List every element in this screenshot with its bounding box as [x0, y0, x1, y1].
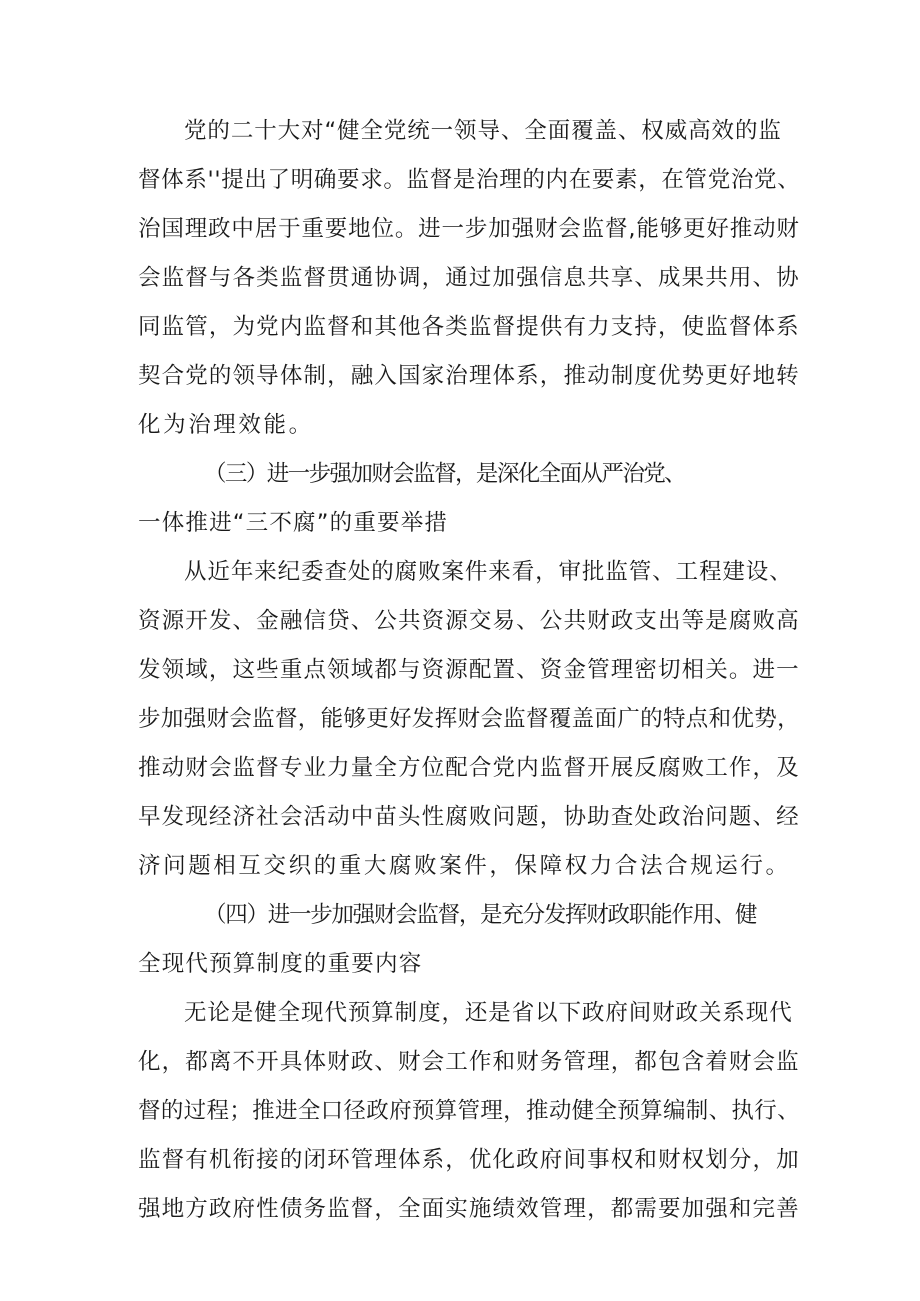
text-line: 监督有机衔接的闭环管理体系，优化政府间事权和财权划分，加	[138, 1147, 800, 1173]
text-line: 化，都离不开具体财政、财会工作和财务管理，都包含着财会监	[138, 1049, 800, 1075]
section-heading: （三）进一步强加财会监督，是深化全面从严治党、	[204, 461, 686, 487]
text-line: 同监管，为党内监督和其他各类监督提供有力支持，使监督体系	[138, 314, 800, 340]
text-line: 从近年来纪委查处的腐败案件来看，审批监管、工程建设、	[184, 559, 793, 585]
text-line: 步加强财会监督，能够更好发挥财会监督覆盖面广的特点和优势，	[138, 706, 800, 732]
text-line: 督的过程；推进全口径政府预算管理，推动健全预算编制、执行、	[138, 1098, 800, 1124]
text-line: 济问题相互交织的重大腐败案件，保障权力合法合规运行。	[138, 853, 791, 879]
text-line: 早发现经济社会活动中苗头性腐败问题，协助查处政治问题、经	[138, 804, 800, 830]
text-line: 契合党的领导体制，融入国家治理体系，推动制度优势更好地转	[138, 363, 800, 389]
text-line: 化为治理效能。	[138, 412, 314, 438]
text-line: 党的二十大对“健全党统一领导、全面覆盖、权威高效的监	[184, 118, 782, 144]
section-heading: 全现代预算制度的重要内容	[138, 951, 423, 977]
text-line: 推动财会监督专业力量全方位配合党内监督开展反腐败工作，及	[138, 755, 800, 781]
text-line: 会监督与各类监督贯通协调，通过加强信息共享、成果共用、协	[138, 265, 800, 291]
text-line: 资源开发、金融信贷、公共资源交易、公共财政支出等是腐败高	[138, 608, 800, 634]
section-heading: 一体推进“三不腐”的重要举措	[138, 510, 449, 536]
text-line: 无论是健全现代预算制度，还是省以下政府间财政关系现代	[184, 1000, 793, 1026]
text-line: 督体系''提出了明确要求。监督是治理的内在要素，在管党治党、	[138, 167, 801, 193]
section-heading: （四）进一步加强财会监督，是充分发挥财政职能作用、健	[204, 902, 757, 928]
text-line: 治国理政中居于重要地位。进一步加强财会监督,能够更好推动财	[138, 216, 800, 242]
text-line: 发领域，这些重点领域都与资源配置、资金管理密切相关。进一	[138, 657, 800, 683]
text-line: 强地方政府性债务监督，全面实施绩效管理，都需要加强和完善	[138, 1196, 800, 1222]
